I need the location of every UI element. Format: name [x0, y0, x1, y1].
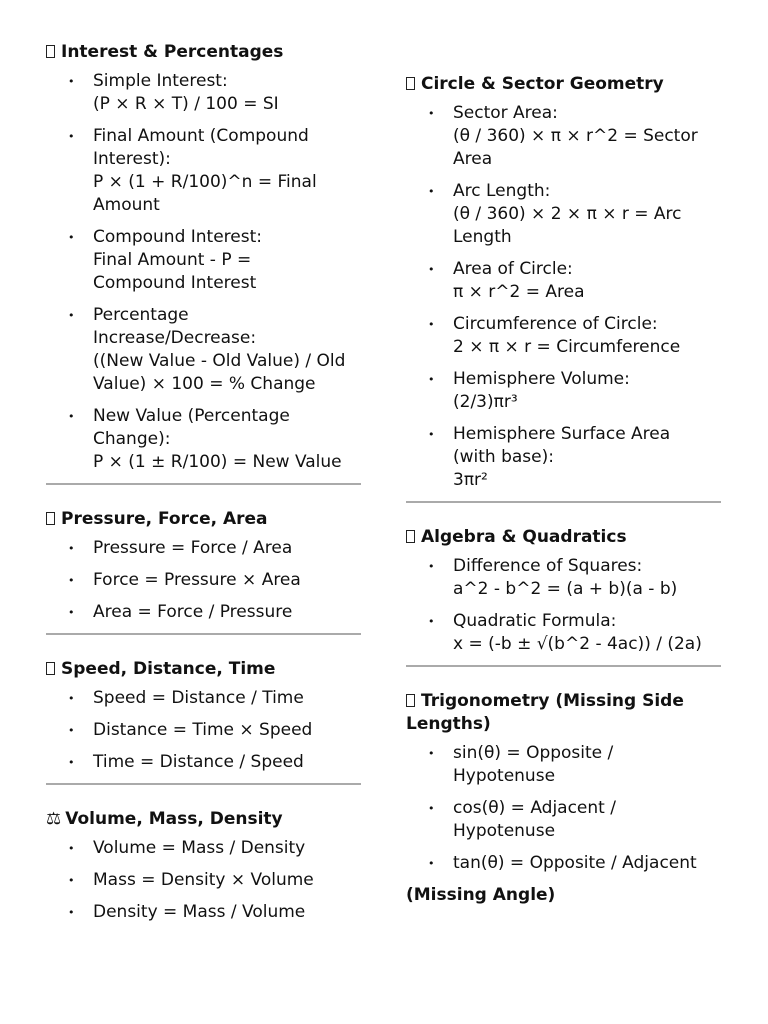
subheading: (Missing Angle)	[406, 885, 556, 905]
formula-line: • Difference of Squares:	[453, 556, 643, 576]
formula-item	[46, 537, 361, 560]
formula-line: a^2 - b^2 = (a + b)(a - b)	[453, 579, 678, 599]
formula-item	[46, 125, 361, 217]
formula-item	[406, 797, 721, 843]
formula-line: • Arc Length:	[453, 181, 551, 201]
formula-line: • Percentage	[93, 305, 189, 325]
formula-item	[406, 852, 721, 875]
formula-line: 3πr²	[453, 470, 488, 490]
formula-line: • Hemisphere Surface Area	[453, 424, 671, 444]
section-heading-text: Interest & Percentages	[61, 42, 284, 62]
formula-item	[46, 405, 361, 474]
formula-item	[46, 569, 361, 592]
formula-line: Amount	[93, 195, 160, 215]
section-divider	[46, 783, 361, 785]
formula-line: • Sector Area:	[453, 103, 558, 123]
formula-item	[46, 719, 361, 742]
formula-line: Interest):	[93, 149, 171, 169]
formula-list	[406, 555, 721, 656]
missing-glyph-icon	[406, 77, 415, 90]
formula-line: Value) × 100 = % Change	[93, 374, 316, 394]
scales-icon: ⚖	[46, 809, 62, 829]
section-heading-text: Speed, Distance, Time	[61, 659, 276, 679]
formula-line: • Pressure = Force / Area	[93, 538, 293, 558]
formula-line: Area	[453, 149, 493, 169]
formula-line: • tan(θ) = Opposite / Adjacent	[453, 853, 697, 873]
formula-line: • sin(θ) = Opposite /	[453, 743, 614, 763]
section-divider	[406, 665, 721, 667]
section-pressure-force-area	[46, 508, 361, 624]
formula-line: Increase/Decrease:	[93, 328, 257, 348]
formula-line: • Area = Force / Pressure	[93, 602, 293, 622]
formula-list	[46, 537, 361, 624]
right-column	[406, 70, 721, 907]
formula-line: • New Value (Percentage	[93, 406, 290, 426]
section-heading-text: Circle & Sector Geometry	[421, 74, 664, 94]
formula-line: • Area of Circle:	[453, 259, 573, 279]
formula-line: • Simple Interest:	[93, 71, 228, 91]
formula-item	[46, 837, 361, 860]
formula-item	[46, 751, 361, 774]
formula-line: 2 × π × r = Circumference	[453, 337, 681, 357]
formula-line: • Mass = Density × Volume	[93, 870, 314, 890]
formula-line: Final Amount - P =	[93, 250, 252, 270]
section-heading	[46, 658, 361, 681]
formula-item	[46, 70, 361, 116]
formula-item	[46, 901, 361, 924]
missing-glyph-icon	[46, 512, 55, 525]
formula-item	[406, 180, 721, 249]
formula-line: Compound Interest	[93, 273, 257, 293]
section-heading-text: Algebra & Quadratics	[421, 527, 627, 547]
formula-line: Hypotenuse	[453, 766, 556, 786]
formula-line: (with base):	[453, 447, 554, 467]
section-heading-text: Trigonometry (Missing Side Lengths)	[406, 691, 684, 734]
section-heading	[406, 526, 721, 549]
section-heading	[406, 73, 721, 96]
section-circle-sector-geometry	[406, 73, 721, 492]
section-heading-text: Pressure, Force, Area	[61, 509, 268, 529]
formula-line: • Volume = Mass / Density	[93, 838, 306, 858]
formula-line: • Time = Distance / Speed	[93, 752, 304, 772]
section-heading	[46, 41, 361, 64]
formula-item	[406, 102, 721, 171]
missing-glyph-icon	[46, 662, 55, 675]
formula-line: P × (1 + R/100)^n = Final	[93, 172, 317, 192]
formula-line: (θ / 360) × π × r^2 = Sector	[453, 126, 698, 146]
formula-line: Hypotenuse	[453, 821, 556, 841]
formula-line: (2/3)πr³	[453, 392, 518, 412]
formula-line: π × r^2 = Area	[453, 282, 585, 302]
formula-item	[46, 226, 361, 295]
formula-line: (θ / 360) × 2 × π × r = Arc	[453, 204, 682, 224]
missing-glyph-icon	[46, 45, 55, 58]
formula-list	[46, 687, 361, 774]
formula-item	[406, 423, 721, 492]
formula-line: • cos(θ) = Adjacent /	[453, 798, 616, 818]
section-heading	[46, 508, 361, 531]
missing-glyph-icon	[406, 530, 415, 543]
formula-line: ((New Value - Old Value) / Old	[93, 351, 346, 371]
formula-list	[406, 742, 721, 875]
section-divider	[46, 633, 361, 635]
formula-line: • Force = Pressure × Area	[93, 570, 301, 590]
formula-line: • Density = Mass / Volume	[93, 902, 306, 922]
formula-line: • Compound Interest:	[93, 227, 263, 247]
formula-item	[406, 555, 721, 601]
formula-item	[406, 742, 721, 788]
formula-list	[406, 102, 721, 492]
section-trigonometry-missing-side-lengths	[406, 690, 721, 907]
formula-line: • Hemisphere Volume:	[453, 369, 630, 389]
formula-item	[406, 313, 721, 359]
section-volume-mass-density	[46, 808, 361, 924]
formula-line: P × (1 ± R/100) = New Value	[93, 452, 342, 472]
section-speed-distance-time	[46, 658, 361, 774]
formula-item	[406, 610, 721, 656]
formula-line: • Speed = Distance / Time	[93, 688, 304, 708]
left-column	[46, 38, 361, 933]
formula-line: Change):	[93, 429, 171, 449]
formula-item	[46, 601, 361, 624]
formula-line: x = (-b ± √(b^2 - 4ac)) / (2a)	[453, 634, 702, 654]
formula-item	[406, 258, 721, 304]
section-algebra-quadratics	[406, 526, 721, 656]
missing-glyph-icon	[406, 694, 415, 707]
formula-item	[46, 869, 361, 892]
formula-list	[46, 837, 361, 924]
formula-item	[406, 368, 721, 414]
section-interest-percentages	[46, 41, 361, 474]
formula-line: • Final Amount (Compound	[93, 126, 309, 146]
section-heading-text: Volume, Mass, Density	[65, 809, 283, 829]
section-divider	[46, 483, 361, 485]
formula-item	[46, 304, 361, 396]
section-heading	[406, 690, 721, 736]
formula-line: (P × R × T) / 100 = SI	[93, 94, 279, 114]
formula-line: • Distance = Time × Speed	[93, 720, 313, 740]
formula-line: • Quadratic Formula:	[453, 611, 617, 631]
formula-item	[46, 687, 361, 710]
formula-line: Length	[453, 227, 512, 247]
section-divider	[406, 501, 721, 503]
formula-list	[46, 70, 361, 474]
section-heading	[46, 808, 361, 831]
formula-line: • Circumference of Circle:	[453, 314, 658, 334]
